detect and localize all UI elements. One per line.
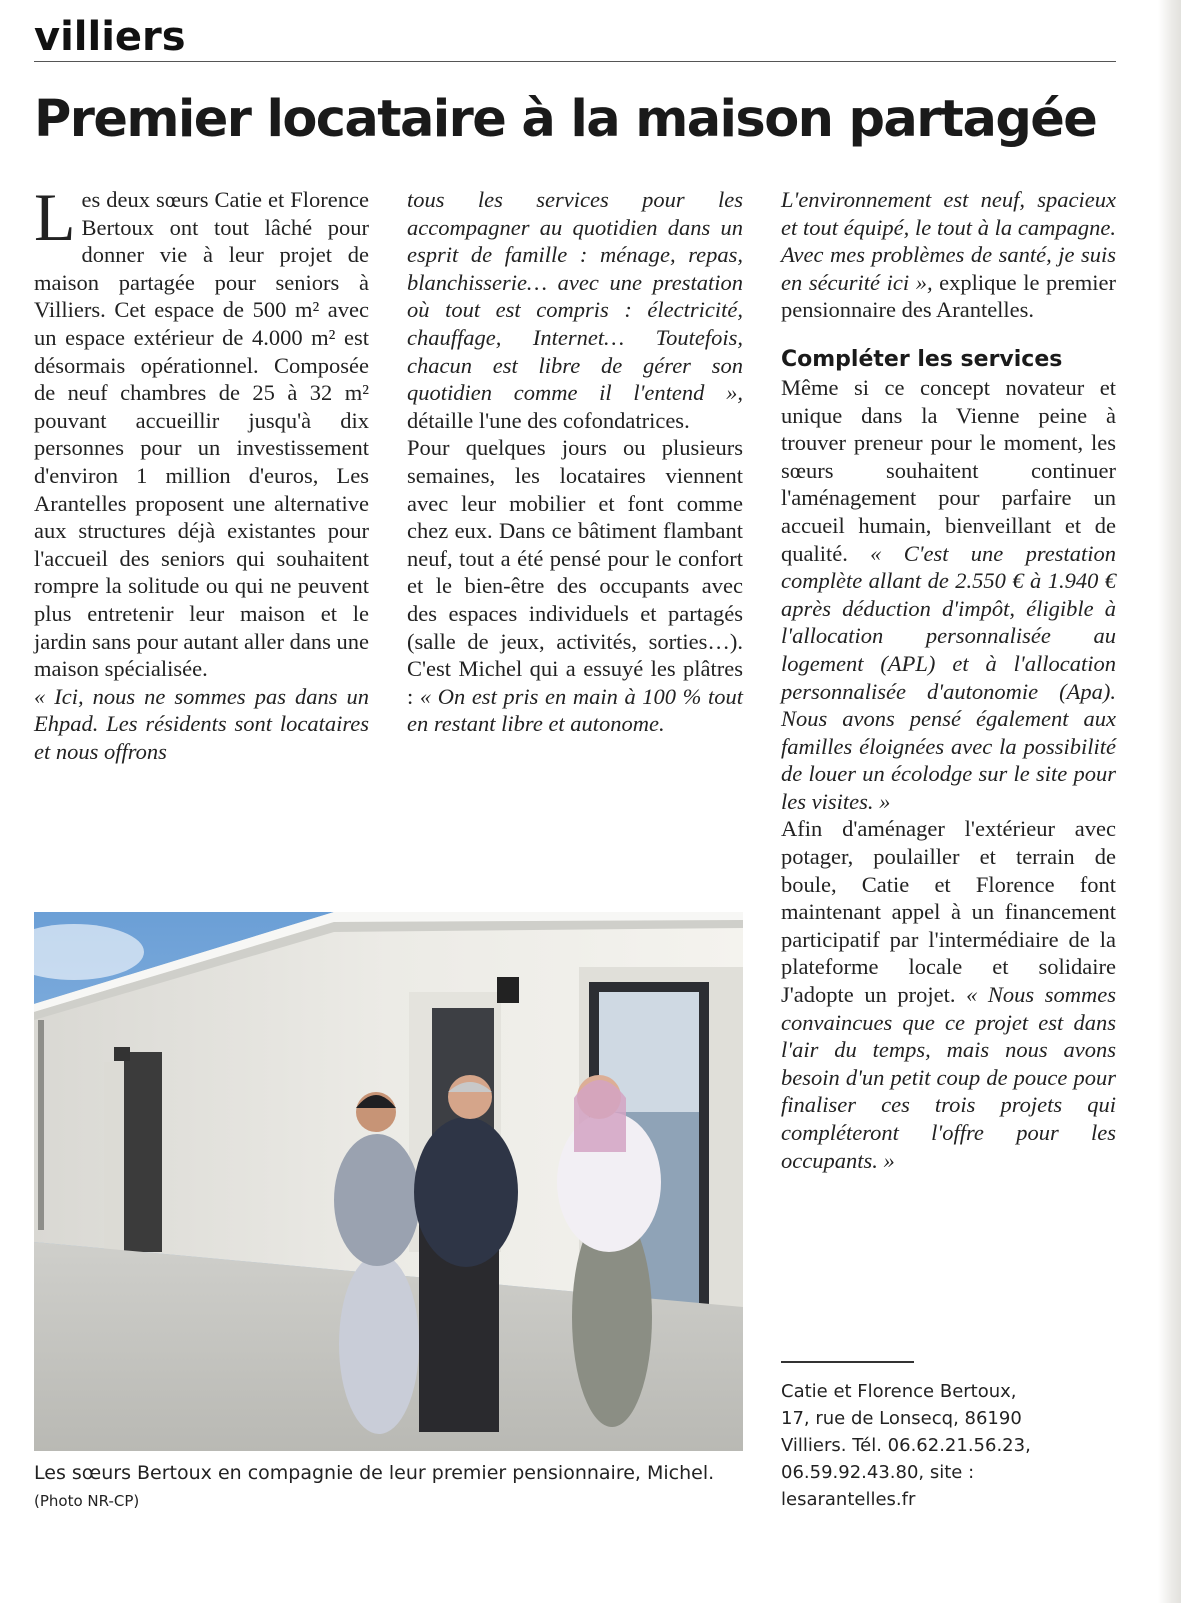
quote-continued — [781, 186, 1116, 324]
quote-text: « Ici, nous ne sommes pas dans un Ehpad. Les résidents sont locataires et nous offrons — [34, 683, 369, 764]
article-photo — [34, 912, 743, 1451]
article-headline: Premier locataire à la maison partagée — [34, 90, 1097, 149]
paragraph-funding — [781, 815, 1116, 1174]
paragraph-tenants — [407, 434, 743, 738]
article-column-2 — [407, 186, 743, 738]
quote-text: « C'est une prestation complète allant de 2.550 € à 1.940 € après déduction d'impôt, éligible à l'allocation personnalisée au logement (APL) et à l'allocation personnalisée d'autonomie (Apa). Nous avons pensé également aux familles éloignées avec la possibilité de louer un écolodge sur le site pour les visites. » — [781, 540, 1117, 814]
body-text: Même si ce concept novateur et unique dans la Vienne peine à trouver preneur pour le moment, les sœurs souhaitent continuer l'aménagement pour parfaire un accueil humain, bienveillant et de qualité. — [781, 374, 1116, 566]
quote-text: « On est pris en main à 100 % tout en restant libre et autonome. — [407, 683, 743, 737]
page-gutter — [1158, 0, 1181, 1603]
photo-caption — [34, 1460, 754, 1515]
subheading: Compléter les services — [781, 346, 1063, 372]
quote-text: « Nous sommes convaincues que ce projet est dans l'air du temps, mais nous avons besoin d'un petit coup de pouce pour finaliser ces trois projets qui compléteront l'offre pour les occupants. » — [781, 982, 1117, 1173]
contact-website: lesarantelles.fr — [781, 1489, 916, 1510]
attribution-text: explique le premier pensionnaire des Arantelles. — [781, 269, 1117, 323]
caption-text: Les sœurs Bertoux en compagnie de leur premier pensionnaire, Michel. — [34, 1462, 715, 1484]
quote-text: tous les services pour les accompagner au quotidien dans un esprit de famille : ménage, repas, blanchisserie… avec une prestation où tout est compris : électricité, chauffage, Internet… Toutefois, chacun est libre de gérer son quotidien comme il l'entend », — [407, 187, 743, 406]
section-rule — [34, 61, 1116, 62]
quote-continued — [407, 186, 743, 434]
quote-start — [34, 683, 369, 766]
contact-line: 17, rue de Lonsecq, 86190 — [781, 1408, 1022, 1429]
photo-illustration — [34, 912, 743, 1451]
article-column-1 — [34, 179, 369, 765]
paragraph-services — [781, 374, 1116, 816]
body-text: Pour quelques jours ou plusieurs semaines, les locataires viennent avec leur mobilier et font comme chez eux. Dans ce bâtiment flambant neuf, tout a été pensé pour le confort et le bien-être des occupants avec des espaces individuels et partagés (salle de jeux, activités, sorties…). C'est Michel qui a essuyé les plâtres : — [407, 435, 743, 709]
quote-text: L'environnement est neuf, spacieux et tout équipé, le tout à la campagne. Avec mes problèmes de santé, je suis en sécurité ici », — [781, 187, 1116, 295]
section-label: villiers — [34, 14, 186, 60]
photo-credit: (Photo NR-CP) — [34, 1492, 140, 1510]
drop-cap: L — [34, 179, 76, 255]
paragraph-intro — [34, 179, 369, 683]
article-column-3 — [781, 186, 1116, 1174]
body-text: Afin d'aménager l'extérieur avec potager, poulailler et terrain de boule, Catie et Florence font maintenant appel à un financement participatif par l'intermédiaire de la plateforme locale et solidaire J'adopte un projet. — [781, 816, 1116, 1008]
intro-text: es deux sœurs Catie et Florence Bertoux ont tout lâché pour donner vie à leur projet de maison partagée pour seniors à Villiers. Cet espace de 500 m² avec un espace extérieur de 4.000 m² est désormais opérationnel. Composée de neuf chambres de 25 à 32 m² pouvant accueillir jusqu'à dix personnes pour un investissement d'environ 1 million d'euros, Les Arantelles proposent une alternative aux structures déjà existantes pour l'accueil des seniors qui souhaitent rompre la solitude ou qui ne peuvent plus entretenir leur maison et le jardin sans pour autant aller dans une maison spécialisée. — [34, 187, 369, 682]
contact-line: Catie et Florence Bertoux, — [781, 1381, 1017, 1402]
attribution-text: détaille l'une des cofondatrices. — [407, 407, 690, 433]
contact-rule — [781, 1361, 914, 1363]
contact-line: Villiers. Tél. 06.62.21.56.23, — [781, 1435, 1031, 1456]
contact-box — [781, 1378, 1081, 1513]
contact-line: 06.59.92.43.80, site : — [781, 1462, 975, 1483]
